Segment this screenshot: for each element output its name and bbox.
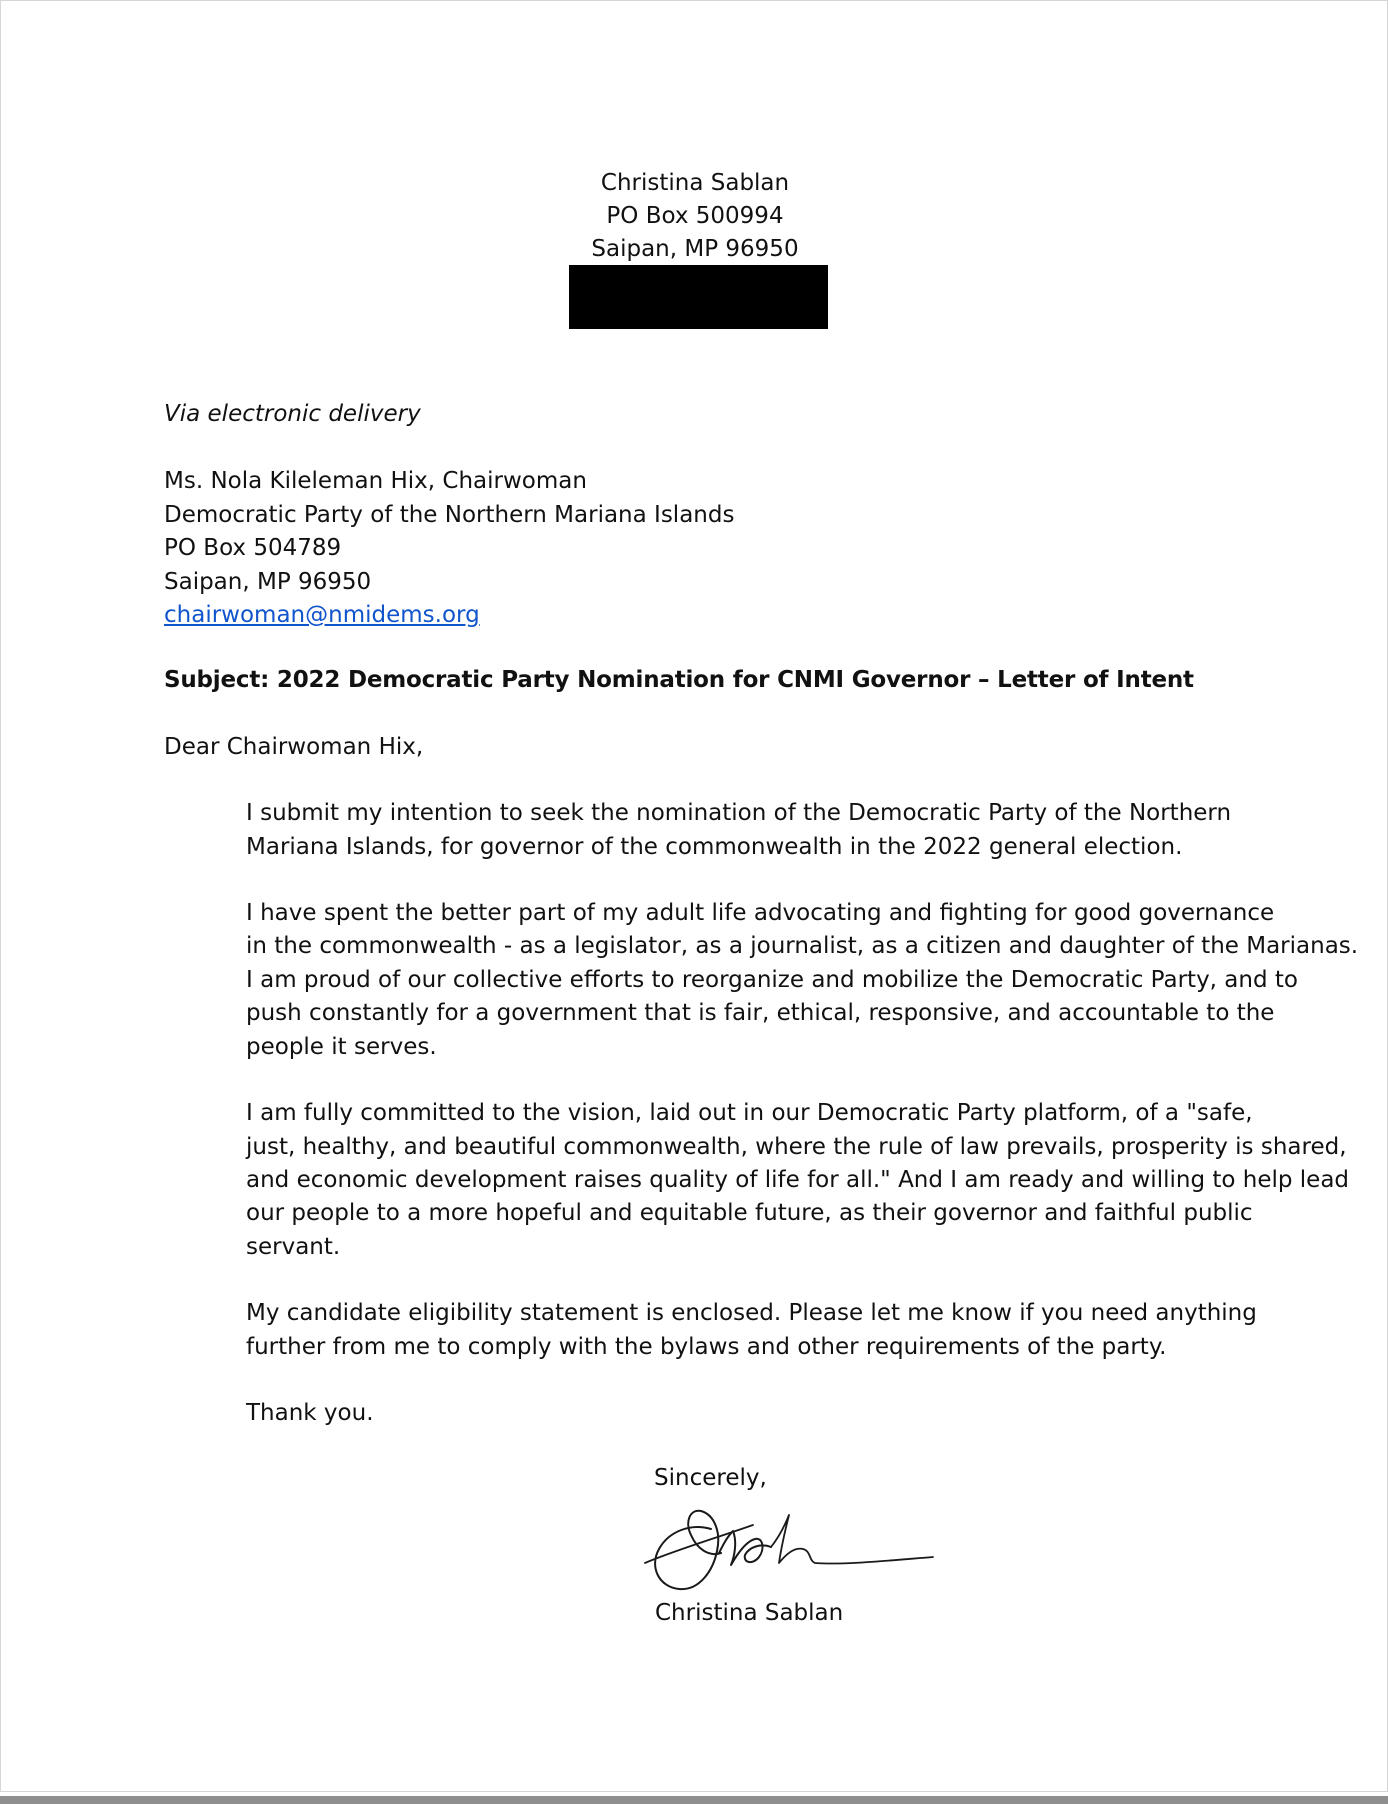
- recipient-po-box: PO Box 504789: [164, 535, 342, 562]
- thank-you-line: Thank you.: [246, 1399, 374, 1426]
- handwritten-signature: [643, 1501, 943, 1601]
- paragraph-line: My candidate eligibility statement is enclosed. Please let me know if you need anything: [246, 1300, 1257, 1327]
- delivery-note: Via electronic delivery: [164, 401, 421, 427]
- paragraph-line: and economic development raises quality of life for all." And I am ready and willing to help lead: [246, 1166, 1350, 1193]
- sender-city: Saipan, MP 96950: [591, 236, 799, 262]
- sender-address-block: [1, 167, 1388, 266]
- subject-line: Subject: 2022 Democratic Party Nomination for CNMI Governor – Letter of Intent: [164, 667, 1194, 694]
- paragraph-line: I submit my intention to seek the nomination of the Democratic Party of the Northern: [246, 800, 1232, 827]
- salutation: Dear Chairwoman Hix,: [164, 733, 424, 760]
- paragraph-intent: [164, 797, 1249, 864]
- recipient-name-title: Ms. Nola Kileleman Hix, Chairwoman: [164, 468, 587, 495]
- sender-po-box: PO Box 500994: [606, 203, 784, 229]
- letter-body: [164, 398, 1359, 1430]
- paragraph-line: I am fully committed to the vision, laid out in our Democratic Party platform, of a "safe,: [246, 1100, 1253, 1127]
- paragraph-line: people it serves.: [246, 1033, 437, 1060]
- paragraph-eligibility: [164, 1297, 1257, 1364]
- signer-name: Christina Sablan: [655, 1600, 844, 1626]
- recipient-organization: Democratic Party of the Northern Mariana Islands: [164, 501, 735, 528]
- paragraph-line: Mariana Islands, for governor of the commonwealth in the 2022 general election.: [246, 833, 1183, 860]
- closing-line: Sincerely,: [654, 1465, 767, 1491]
- recipient-city: Saipan, MP 96950: [164, 568, 372, 595]
- recipient-email-link[interactable]: chairwoman@nmidems.org: [164, 602, 480, 629]
- redaction-box: [569, 265, 828, 329]
- paragraph-line: I am proud of our collective efforts to reorganize and mobilize the Democratic Party, and to: [246, 966, 1298, 993]
- paragraph-background: [164, 897, 1359, 1064]
- paragraph-line: I have spent the better part of my adult life advocating and fighting for good governance: [246, 900, 1275, 927]
- recipient-address-block: [164, 465, 1249, 632]
- viewer-bottom-edge: [0, 1796, 1388, 1804]
- paragraph-line: our people to a more hopeful and equitable future, as their governor and faithful public: [246, 1200, 1253, 1227]
- paragraph-vision: [164, 1097, 1350, 1264]
- paragraph-line: push constantly for a government that is fair, ethical, responsive, and accountable to the: [246, 1000, 1275, 1027]
- paragraph-line: further from me to comply with the bylaws and other requirements of the party.: [246, 1333, 1167, 1360]
- paragraph-line: just, healthy, and beautiful commonwealth, where the rule of law prevails, prosperity is shared,: [246, 1133, 1347, 1160]
- sender-name: Christina Sablan: [600, 170, 790, 196]
- paragraph-line: servant.: [246, 1233, 341, 1260]
- paragraph-line: in the commonwealth - as a legislator, as a journalist, as a citizen and daughter of the Marianas.: [246, 933, 1359, 960]
